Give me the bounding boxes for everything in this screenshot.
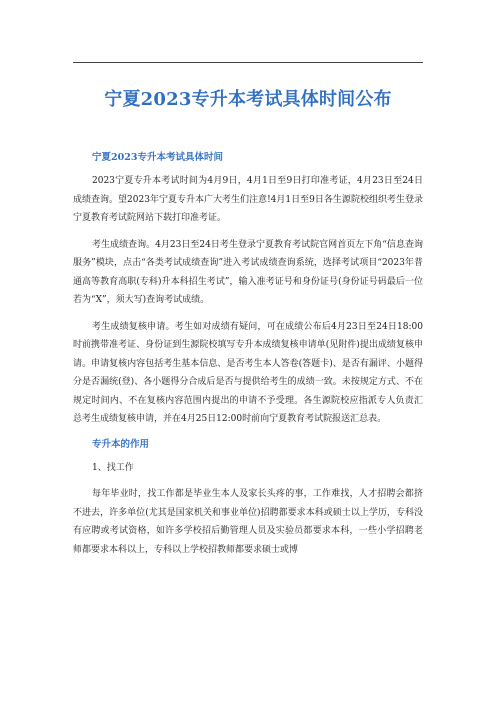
document-title: 宁夏2023专升本考试具体时间公布 (104, 89, 392, 110)
paragraph-score-review: 考生成绩复核申请。考生如对成绩有疑问，可在成绩公布后4月23日至24日18:00时前携带准考证、身份证到生源院校填写专升本成绩复核申请单(见附件)提出成绩复核申请。申请复核内容包括考生基本信息、是否考生本人答卷(答题卡)、是否有漏评、小题得分是否漏统(登)、各小题得分合成后是否与提供给考生的成绩一致。未按规定方式、不在规定时间内、不在复核内容范围内提出的申请不予受理。各生源院校应指派专人负责汇总考生成绩复核申请，并在4月25日12:00时前向宁夏教育考试院报送汇总表。 (73, 321, 423, 424)
section-heading-benefits: 专升本的作用 (92, 438, 150, 450)
section-heading-exam-time: 宁夏2023专升本考试具体时间 (92, 152, 223, 163)
paragraph-score-query: 考生成绩查询。4月23日至24日考生登录宁夏教育考试院官网首页左下角“信息查询服务”模块，点击“各类考试成绩查询”进入考试成绩查询系统，选择考试项目“2023年普通高等教育高职(专科)升本科招生考试”，输入准考证号和身份证号(身份证号码最后一位若为“X”，须大写)查询考试成绩。 (73, 239, 423, 305)
paragraph-exam-schedule: 2023宁夏专升本考试时间为4月9日，4月1日至9日打印准考证，4月23日至24日成绩查询。望2023年宁夏专升本广大考生们注意!4月1日至9日各生源院校组织考生登录宁夏教育考试院网站下载打印准考证。 (73, 176, 423, 223)
paragraph-job-search: 每年毕业时，找工作都是毕业生本人及家长头疼的事，工作难找，人才招聘会都挤不进去，许多单位(尤其是国家机关和事业单位)招聘都要求本科或硕士以上学历，专科没有应聘或考试资格，如许多学校招后勤管理人员及实验员都要求本科，一些小学招聘老师都要求本科以上，专科以上学校招教师都要求硕士或博 (73, 489, 423, 555)
header-rule (73, 62, 423, 63)
document-body (73, 150, 423, 567)
list-item-label-job: 1、找工作 (92, 462, 134, 473)
